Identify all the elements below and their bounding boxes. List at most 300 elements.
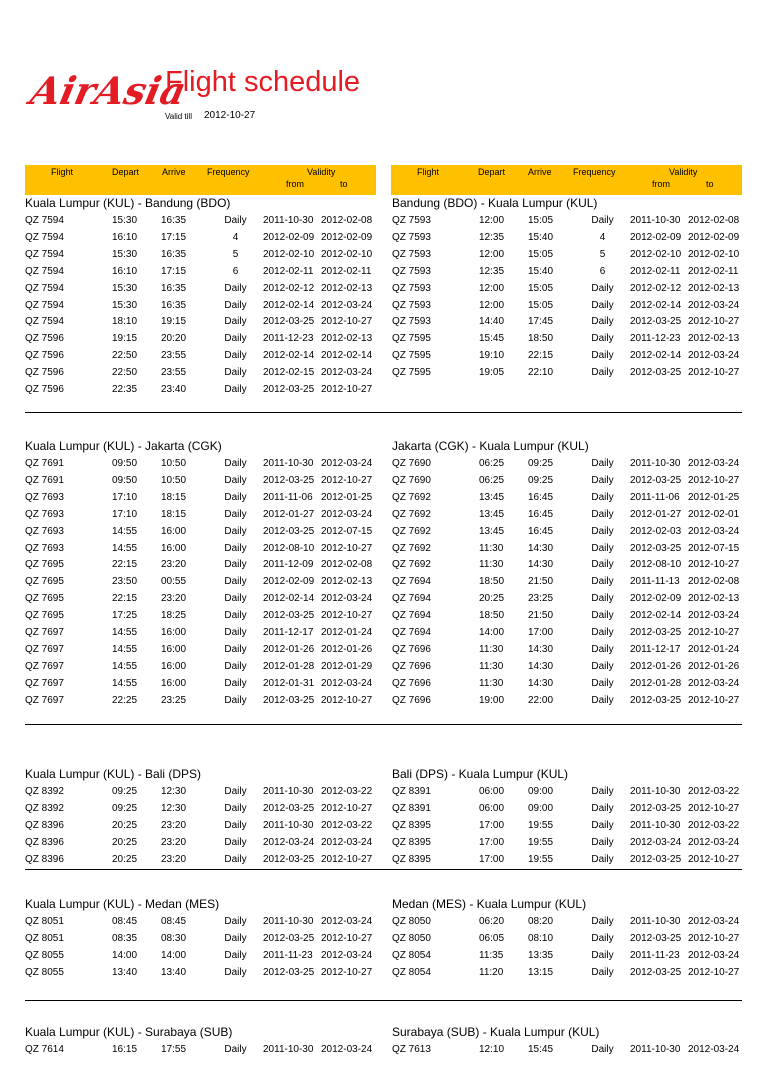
valid-from: 2011-12-17 <box>630 643 681 655</box>
frequency: Daily <box>224 576 247 588</box>
arrive-time: 16:35 <box>161 299 187 311</box>
arrive-time: 08:20 <box>528 916 554 927</box>
flight-number: QZ 7697 <box>25 627 64 638</box>
depart-time: 13:45 <box>479 525 505 537</box>
valid-from: 2012-01-31 <box>263 677 315 689</box>
table-row <box>25 964 380 981</box>
frequency: Daily <box>591 836 614 848</box>
table-row <box>25 455 380 472</box>
frequency: Daily <box>224 316 247 328</box>
valid-to: 2012-01-29 <box>321 660 373 672</box>
frequency: Daily <box>591 627 614 638</box>
valid-from: 2012-02-14 <box>263 350 315 362</box>
valid-from: 2012-02-14 <box>263 299 315 311</box>
depart-time: 19:15 <box>112 333 138 345</box>
depart-time: 08:35 <box>112 932 138 944</box>
table-row <box>392 455 747 472</box>
valid-from: 2011-10-30 <box>630 215 681 226</box>
frequency: Daily <box>591 694 614 706</box>
frequency: Daily <box>224 643 247 655</box>
valid-from: 2012-02-12 <box>630 282 682 294</box>
valid-to: 2012-10-27 <box>321 853 373 865</box>
col-depart: Depart <box>112 167 140 177</box>
valid-to: 2012-10-27 <box>688 316 740 328</box>
frequency: Daily <box>224 333 247 345</box>
table-row <box>392 472 747 489</box>
arrive-time: 16:45 <box>528 491 554 503</box>
valid-from: 2012-03-25 <box>630 627 682 638</box>
section-divider <box>25 869 742 870</box>
table-row <box>392 280 747 297</box>
flight-number: QZ 7593 <box>392 215 431 226</box>
table-row <box>25 783 380 800</box>
depart-time: 17:00 <box>479 853 505 865</box>
valid-from: 2012-02-14 <box>263 593 315 605</box>
table-row <box>392 540 747 557</box>
arrive-time: 16:45 <box>528 508 554 520</box>
table-row <box>25 641 380 658</box>
arrive-time: 16:00 <box>161 627 187 638</box>
frequency: Daily <box>591 932 614 944</box>
frequency: Daily <box>224 299 247 311</box>
valid-to: 2012-10-27 <box>321 384 373 395</box>
depart-time: 12:00 <box>479 215 505 226</box>
valid-to: 2012-03-24 <box>688 350 740 362</box>
frequency: Daily <box>591 853 614 865</box>
arrive-time: 15:40 <box>528 231 554 243</box>
flight-number: QZ 8050 <box>392 932 431 944</box>
table-row <box>392 246 747 263</box>
arrive-time: 15:05 <box>528 282 554 294</box>
col-arrive: Arrive <box>528 167 552 177</box>
valid-to: 2012-03-24 <box>321 367 373 379</box>
table-row <box>392 930 747 947</box>
arrive-time: 09:25 <box>528 458 554 469</box>
valid-to: 2012-10-27 <box>321 694 373 706</box>
flight-number: QZ 7593 <box>392 299 431 311</box>
valid-to: 2012-01-24 <box>688 643 740 655</box>
arrive-time: 22:15 <box>528 350 554 362</box>
valid-to: 2012-10-27 <box>321 316 373 328</box>
table-row <box>25 834 380 851</box>
depart-time: 13:45 <box>479 491 505 503</box>
frequency: 4 <box>599 231 606 243</box>
depart-time: 14:55 <box>112 677 138 689</box>
valid-from: 2011-12-09 <box>263 559 314 571</box>
table-row <box>392 913 747 930</box>
flight-number: QZ 8395 <box>392 836 431 848</box>
valid-to: 2012-02-09 <box>688 231 740 243</box>
depart-time: 22:35 <box>112 384 138 395</box>
arrive-time: 19:15 <box>161 316 187 328</box>
table-row <box>392 964 747 981</box>
frequency: 6 <box>232 265 239 277</box>
depart-time: 13:40 <box>112 966 138 978</box>
flight-number: QZ 7697 <box>25 694 64 706</box>
arrive-time: 14:30 <box>528 677 554 689</box>
table-row <box>25 364 380 381</box>
table-row <box>25 489 380 506</box>
flight-number: QZ 7695 <box>25 593 64 605</box>
valid-from: 2012-01-28 <box>630 677 682 689</box>
depart-time: 17:25 <box>112 610 138 622</box>
flight-number: QZ 7594 <box>25 231 64 243</box>
valid-from: 2011-10-30 <box>263 215 314 226</box>
depart-time: 16:10 <box>112 231 138 243</box>
valid-to: 2012-03-24 <box>688 916 740 927</box>
arrive-time: 16:00 <box>161 525 187 537</box>
arrive-time: 16:00 <box>161 542 187 554</box>
table-row <box>25 347 380 364</box>
valid-to: 2012-02-10 <box>321 248 373 260</box>
valid-till-label: Valid till <box>165 112 192 121</box>
valid-to: 2012-02-08 <box>688 576 740 588</box>
frequency: 6 <box>599 265 606 277</box>
depart-time: 14:55 <box>112 660 138 672</box>
depart-time: 16:10 <box>112 265 138 277</box>
valid-to: 2012-10-27 <box>321 474 373 486</box>
flight-number: QZ 8396 <box>25 819 64 831</box>
flight-number: QZ 7593 <box>392 231 431 243</box>
col-flight: Flight <box>51 167 74 177</box>
arrive-time: 17:15 <box>161 231 187 243</box>
valid-to: 2012-02-08 <box>688 215 740 226</box>
flight-number: QZ 7691 <box>25 474 64 486</box>
valid-from: 2012-02-11 <box>630 265 681 277</box>
valid-from: 2011-12-23 <box>630 333 681 345</box>
depart-time: 14:00 <box>112 949 138 961</box>
valid-from: 2012-03-25 <box>263 316 315 328</box>
valid-from: 2012-03-25 <box>263 525 315 537</box>
frequency: Daily <box>591 643 614 655</box>
depart-time: 15:30 <box>112 248 138 260</box>
flight-number: QZ 8055 <box>25 966 64 978</box>
table-row <box>25 573 380 590</box>
valid-from: 2012-02-15 <box>263 367 315 379</box>
route-title: Kuala Lumpur (KUL) - Medan (MES) <box>25 897 220 911</box>
valid-from: 2011-10-30 <box>630 458 681 469</box>
valid-to: 2012-02-08 <box>321 215 373 226</box>
depart-time: 14:55 <box>112 627 138 638</box>
flight-number: QZ 7694 <box>392 593 431 605</box>
table-row <box>392 800 747 817</box>
valid-to: 2012-02-08 <box>321 559 373 571</box>
frequency: Daily <box>591 282 614 294</box>
table-row <box>392 489 747 506</box>
arrive-time: 13:35 <box>528 949 554 961</box>
depart-time: 17:00 <box>479 819 505 831</box>
valid-till-date: 2012-10-27 <box>204 110 256 121</box>
valid-from: 2012-01-27 <box>263 508 315 520</box>
flight-number: QZ 7692 <box>392 542 431 554</box>
valid-from: 2012-02-09 <box>263 231 315 243</box>
depart-time: 11:35 <box>479 949 504 961</box>
valid-from: 2011-10-30 <box>263 819 314 831</box>
depart-time: 06:25 <box>479 458 505 469</box>
frequency: Daily <box>591 576 614 588</box>
depart-time: 20:25 <box>112 819 138 831</box>
frequency: Daily <box>591 215 614 226</box>
flight-number: QZ 7593 <box>392 248 431 260</box>
flight-number: QZ 7690 <box>392 474 431 486</box>
frequency: Daily <box>591 525 614 537</box>
flight-number: QZ 7695 <box>25 610 64 622</box>
flight-number: QZ 7593 <box>392 316 431 328</box>
table-row <box>25 212 380 229</box>
flight-number: QZ 7694 <box>392 576 431 588</box>
frequency: Daily <box>591 916 614 927</box>
frequency: Daily <box>224 508 247 520</box>
frequency: 5 <box>599 248 606 260</box>
table-row <box>392 624 747 641</box>
arrive-time: 23:20 <box>161 593 187 605</box>
valid-to: 2012-03-24 <box>321 593 373 605</box>
depart-time: 14:55 <box>112 542 138 554</box>
depart-time: 17:00 <box>479 836 505 848</box>
valid-from: 2012-03-25 <box>263 694 315 706</box>
depart-time: 20:25 <box>112 853 138 865</box>
flight-number: QZ 7594 <box>25 215 64 226</box>
table-row <box>392 229 747 246</box>
valid-to: 2012-01-24 <box>321 627 373 638</box>
frequency: Daily <box>224 786 247 797</box>
valid-from: 2011-11-23 <box>263 949 313 961</box>
valid-to: 2012-02-09 <box>321 231 373 243</box>
arrive-time: 08:45 <box>161 916 187 927</box>
flight-number: QZ 7595 <box>392 367 431 379</box>
table-row <box>392 347 747 364</box>
valid-from: 2011-11-13 <box>630 576 680 588</box>
col-validity: Validity <box>669 167 698 177</box>
valid-from: 2012-01-26 <box>630 660 682 672</box>
table-row <box>392 1041 747 1058</box>
arrive-time: 17:55 <box>161 1044 187 1055</box>
arrive-time: 21:50 <box>528 576 554 588</box>
valid-to: 2012-03-24 <box>321 916 373 927</box>
arrive-time: 22:10 <box>528 367 554 379</box>
valid-from: 2012-02-12 <box>263 282 315 294</box>
valid-to: 2012-03-24 <box>688 299 740 311</box>
arrive-time: 19:55 <box>528 819 554 831</box>
frequency: Daily <box>591 660 614 672</box>
valid-from: 2012-02-14 <box>630 299 682 311</box>
route-title: Bali (DPS) - Kuala Lumpur (KUL) <box>392 767 569 781</box>
depart-time: 14:55 <box>112 643 138 655</box>
arrive-time: 09:00 <box>528 786 554 797</box>
valid-to: 2012-03-24 <box>321 949 373 961</box>
flight-number: QZ 7596 <box>25 384 64 395</box>
arrive-time: 18:25 <box>161 610 187 622</box>
frequency: Daily <box>591 966 614 978</box>
table-row <box>25 658 380 675</box>
table-row <box>25 1041 380 1058</box>
valid-from: 2011-11-06 <box>630 491 680 503</box>
depart-time: 14:55 <box>112 525 138 537</box>
page-title: Flight schedule <box>165 66 361 98</box>
arrive-time: 12:30 <box>161 786 187 797</box>
valid-from: 2012-03-25 <box>263 474 315 486</box>
flight-number: QZ 7596 <box>25 333 64 345</box>
frequency: Daily <box>224 559 247 571</box>
table-row <box>392 834 747 851</box>
arrive-time: 23:20 <box>161 559 187 571</box>
flight-number: QZ 7697 <box>25 643 64 655</box>
flight-number: QZ 8396 <box>25 836 64 848</box>
valid-from: 2012-01-26 <box>263 643 315 655</box>
depart-time: 06:00 <box>479 802 505 814</box>
frequency: Daily <box>591 458 614 469</box>
frequency: Daily <box>224 350 247 362</box>
depart-time: 22:50 <box>112 367 138 379</box>
flight-number: QZ 7692 <box>392 508 431 520</box>
table-row <box>392 641 747 658</box>
flight-number: QZ 7692 <box>392 525 431 537</box>
table-row <box>392 330 747 347</box>
depart-time: 11:30 <box>479 643 504 655</box>
col-from: from <box>652 179 670 189</box>
valid-to: 2012-10-27 <box>688 367 740 379</box>
depart-time: 06:25 <box>479 474 505 486</box>
valid-to: 2012-02-13 <box>321 282 373 294</box>
depart-time: 17:10 <box>112 491 138 503</box>
depart-time: 18:50 <box>479 576 505 588</box>
arrive-time: 12:30 <box>161 802 187 814</box>
flight-number: QZ 7613 <box>392 1044 431 1055</box>
flight-number: QZ 7593 <box>392 282 431 294</box>
table-row <box>25 930 380 947</box>
depart-time: 09:50 <box>112 458 138 469</box>
table-row <box>25 246 380 263</box>
col-arrive: Arrive <box>162 167 186 177</box>
table-row <box>392 851 747 868</box>
valid-from: 2012-03-25 <box>630 966 682 978</box>
valid-to: 2012-10-27 <box>688 559 740 571</box>
flight-number: QZ 7696 <box>392 660 431 672</box>
valid-from: 2011-11-23 <box>630 949 680 961</box>
arrive-time: 21:50 <box>528 610 554 622</box>
depart-time: 11:20 <box>479 966 504 978</box>
valid-to: 2012-03-22 <box>321 819 373 831</box>
flight-number: QZ 8392 <box>25 802 64 814</box>
route-title: Kuala Lumpur (KUL) - Surabaya (SUB) <box>25 1025 233 1039</box>
frequency: Daily <box>591 542 614 554</box>
arrive-time: 10:50 <box>161 458 187 469</box>
valid-from: 2012-03-25 <box>263 802 315 814</box>
flight-number: QZ 7596 <box>25 367 64 379</box>
valid-from: 2011-10-30 <box>630 819 681 831</box>
depart-time: 18:10 <box>112 316 138 328</box>
frequency: Daily <box>224 1044 247 1055</box>
valid-to: 2012-02-13 <box>321 576 373 588</box>
valid-to: 2012-02-14 <box>321 350 373 362</box>
frequency: 5 <box>232 248 239 260</box>
table-row <box>25 692 380 709</box>
depart-time: 19:05 <box>479 367 505 379</box>
flight-number: QZ 8395 <box>392 853 431 865</box>
valid-from: 2012-02-09 <box>263 576 315 588</box>
table-row <box>392 783 747 800</box>
flight-number: QZ 7595 <box>392 333 431 345</box>
valid-from: 2012-03-25 <box>630 932 682 944</box>
flight-number: QZ 7697 <box>25 660 64 672</box>
valid-to: 2012-03-24 <box>688 458 740 469</box>
depart-time: 18:50 <box>479 610 505 622</box>
flight-number: QZ 7594 <box>25 282 64 294</box>
frequency: Daily <box>224 542 247 554</box>
arrive-time: 16:35 <box>161 215 187 226</box>
valid-to: 2012-03-24 <box>321 836 373 848</box>
valid-from: 2011-12-23 <box>263 333 314 345</box>
table-row <box>25 297 380 314</box>
frequency: Daily <box>224 610 247 622</box>
table-row <box>392 947 747 964</box>
valid-to: 2012-03-22 <box>688 819 740 831</box>
valid-from: 2011-10-30 <box>263 916 314 927</box>
depart-time: 09:25 <box>112 786 138 797</box>
valid-to: 2012-10-27 <box>688 627 740 638</box>
table-row <box>25 947 380 964</box>
arrive-time: 15:45 <box>528 1044 554 1055</box>
flight-number: QZ 7693 <box>25 542 64 554</box>
arrive-time: 17:15 <box>161 265 187 277</box>
arrive-time: 00:55 <box>161 576 187 588</box>
arrive-time: 22:00 <box>528 694 554 706</box>
table-row <box>392 263 747 280</box>
frequency: Daily <box>224 384 247 395</box>
depart-time: 23:50 <box>112 576 138 588</box>
valid-to: 2012-03-24 <box>688 836 740 848</box>
col-validity: Validity <box>307 167 336 177</box>
valid-to: 2012-02-01 <box>688 508 740 520</box>
valid-to: 2012-10-27 <box>688 474 740 486</box>
valid-to: 2012-01-26 <box>688 660 740 672</box>
flight-number: QZ 8055 <box>25 949 64 961</box>
valid-to: 2012-03-24 <box>688 525 740 537</box>
depart-time: 14:40 <box>479 316 505 328</box>
table-row <box>25 607 380 624</box>
arrive-time: 09:25 <box>528 474 554 486</box>
flight-number: QZ 8051 <box>25 916 64 927</box>
valid-to: 2012-10-27 <box>688 932 740 944</box>
flight-number: QZ 7594 <box>25 316 64 328</box>
valid-from: 2011-10-30 <box>630 786 681 797</box>
depart-time: 13:45 <box>479 508 505 520</box>
flight-number: QZ 7693 <box>25 491 64 503</box>
table-row <box>392 523 747 540</box>
valid-from: 2012-02-10 <box>263 248 315 260</box>
valid-to: 2012-02-13 <box>688 333 740 345</box>
valid-to: 2012-10-27 <box>688 853 740 865</box>
table-row <box>392 658 747 675</box>
flight-number: QZ 7694 <box>392 627 431 638</box>
flight-number: QZ 7596 <box>25 350 64 362</box>
valid-from: 2011-12-17 <box>263 627 314 638</box>
table-row <box>392 212 747 229</box>
frequency: Daily <box>591 316 614 328</box>
table-row <box>392 506 747 523</box>
table-row <box>25 313 380 330</box>
route-title: Kuala Lumpur (KUL) - Jakarta (CGK) <box>25 439 222 453</box>
arrive-time: 14:30 <box>528 643 554 655</box>
depart-time: 17:10 <box>112 508 138 520</box>
flight-number: QZ 7693 <box>25 508 64 520</box>
depart-time: 15:30 <box>112 215 138 226</box>
valid-to: 2012-10-27 <box>321 932 373 944</box>
depart-time: 12:00 <box>479 248 505 260</box>
valid-from: 2012-03-25 <box>630 802 682 814</box>
frequency: Daily <box>224 802 247 814</box>
frequency: Daily <box>224 367 247 379</box>
